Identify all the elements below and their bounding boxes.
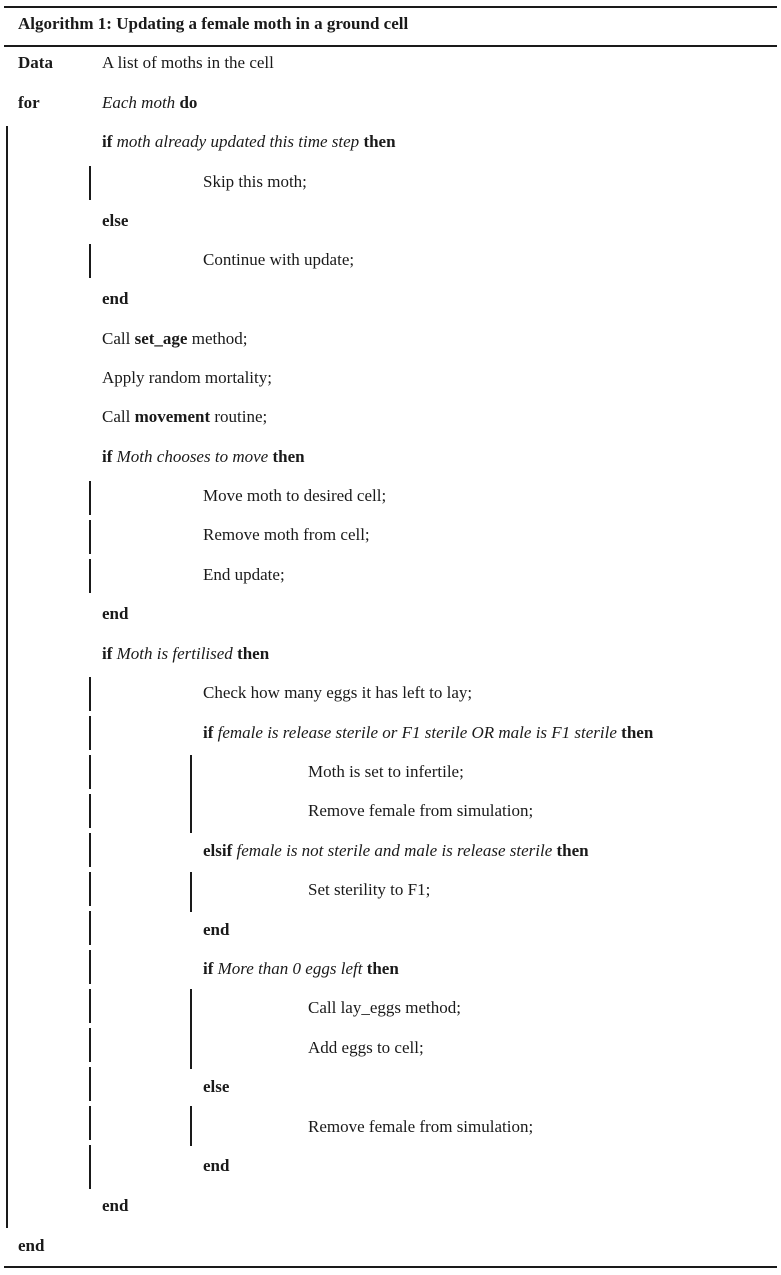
fert-bar-8 bbox=[89, 950, 91, 984]
then-keyword: then bbox=[556, 841, 589, 860]
if-condition: Moth is fertilised bbox=[116, 644, 233, 663]
bottom-rule bbox=[4, 1266, 777, 1268]
movement-line bbox=[102, 407, 267, 427]
eggs-else-keyword: else bbox=[203, 1077, 230, 1096]
top-rule bbox=[4, 6, 777, 8]
move-bar-1 bbox=[89, 481, 91, 515]
step-text: Call bbox=[102, 329, 131, 348]
continue-bar bbox=[89, 244, 91, 278]
step-text: routine; bbox=[214, 407, 268, 426]
update-if-line bbox=[102, 132, 396, 152]
if-condition: moth already updated this time step bbox=[116, 132, 360, 151]
move-body-line: Remove moth from cell; bbox=[203, 525, 370, 544]
then-keyword: then bbox=[363, 132, 396, 151]
fert-bar-3 bbox=[89, 755, 91, 789]
elsif-line bbox=[203, 841, 589, 861]
elsif-body-line: Set sterility to F1; bbox=[308, 880, 431, 899]
if-keyword: if bbox=[102, 447, 113, 466]
for-end: end bbox=[18, 1236, 45, 1255]
fert-bar-1 bbox=[89, 677, 91, 711]
fert-bar-6 bbox=[89, 872, 91, 906]
then-keyword: then bbox=[237, 644, 270, 663]
check-eggs-line: Check how many eggs it has left to lay; bbox=[203, 683, 473, 702]
fert-if-line bbox=[102, 644, 269, 664]
continue-line: Continue with update; bbox=[203, 250, 355, 269]
for-condition: Each moth bbox=[102, 93, 176, 112]
step-text: Call bbox=[102, 407, 131, 426]
else-keyword: else bbox=[102, 211, 129, 230]
move-body-line: Move moth to desired cell; bbox=[203, 486, 387, 505]
fert-bar-4 bbox=[89, 794, 91, 828]
mortality-line: Apply random mortality; bbox=[102, 368, 272, 387]
if-keyword: if bbox=[102, 644, 113, 663]
move-end: end bbox=[102, 604, 129, 623]
sterile-bar bbox=[190, 755, 192, 833]
eggs-bar bbox=[190, 989, 192, 1069]
for-line bbox=[18, 93, 40, 113]
move-body-line: End update; bbox=[203, 565, 285, 584]
for-keyword: for bbox=[18, 93, 40, 112]
if-condition: female is release sterile or F1 sterile OR male is F1 sterile bbox=[217, 723, 617, 742]
if-keyword: if bbox=[102, 132, 113, 151]
eggs-if-line bbox=[203, 959, 399, 979]
eggs-end: end bbox=[203, 1156, 230, 1175]
skip-bar bbox=[89, 166, 91, 200]
if-keyword: if bbox=[203, 723, 214, 742]
set-age-line bbox=[102, 329, 247, 349]
then-keyword: then bbox=[366, 959, 399, 978]
for-condition-line bbox=[102, 93, 197, 113]
fert-bar-2 bbox=[89, 716, 91, 750]
fert-end: end bbox=[102, 1196, 129, 1215]
sterile-if-line bbox=[203, 723, 653, 743]
fert-bar-7 bbox=[89, 911, 91, 945]
data-label: Data bbox=[18, 53, 53, 72]
then-keyword: then bbox=[272, 447, 305, 466]
fert-bar-5 bbox=[89, 833, 91, 867]
fert-bar-10 bbox=[89, 1028, 91, 1062]
sterile-body-line: Remove female from simulation; bbox=[308, 801, 534, 820]
fert-bar-12 bbox=[89, 1106, 91, 1140]
move-if-line bbox=[102, 447, 305, 467]
elsif-bar bbox=[190, 872, 192, 912]
if-condition: More than 0 eggs left bbox=[217, 959, 363, 978]
skip-line: Skip this moth; bbox=[203, 172, 307, 191]
data-text: A list of moths in the cell bbox=[102, 53, 274, 72]
then-keyword: then bbox=[621, 723, 654, 742]
eggs-body-line: Add eggs to cell; bbox=[308, 1038, 424, 1057]
eggs-body-line: Call lay_eggs method; bbox=[308, 998, 461, 1017]
elsif-keyword: elsif bbox=[203, 841, 233, 860]
sterile-body-line: Moth is set to infertile; bbox=[308, 762, 464, 781]
move-bar-3 bbox=[89, 559, 91, 593]
fert-bar-11 bbox=[89, 1067, 91, 1101]
if-condition: Moth chooses to move bbox=[116, 447, 269, 466]
eggs-else-body-line: Remove female from simulation; bbox=[308, 1117, 534, 1136]
move-bar-2 bbox=[89, 520, 91, 554]
algorithm-title: Algorithm 1: Updating a female moth in a ground cell bbox=[18, 14, 409, 33]
set-age-keyword: set_age bbox=[134, 329, 188, 348]
if-condition: female is not sterile and male is release sterile bbox=[236, 841, 553, 860]
if-keyword: if bbox=[203, 959, 214, 978]
eggs-else-bar bbox=[190, 1106, 192, 1146]
movement-keyword: movement bbox=[134, 407, 211, 426]
do-keyword: do bbox=[179, 93, 198, 112]
step-text: method; bbox=[191, 329, 248, 348]
title-rule bbox=[4, 45, 777, 47]
fert-bar-13 bbox=[89, 1145, 91, 1189]
for-block-bar bbox=[6, 126, 8, 1228]
fert-bar-9 bbox=[89, 989, 91, 1023]
update-end: end bbox=[102, 289, 129, 308]
sterile-end: end bbox=[203, 920, 230, 939]
